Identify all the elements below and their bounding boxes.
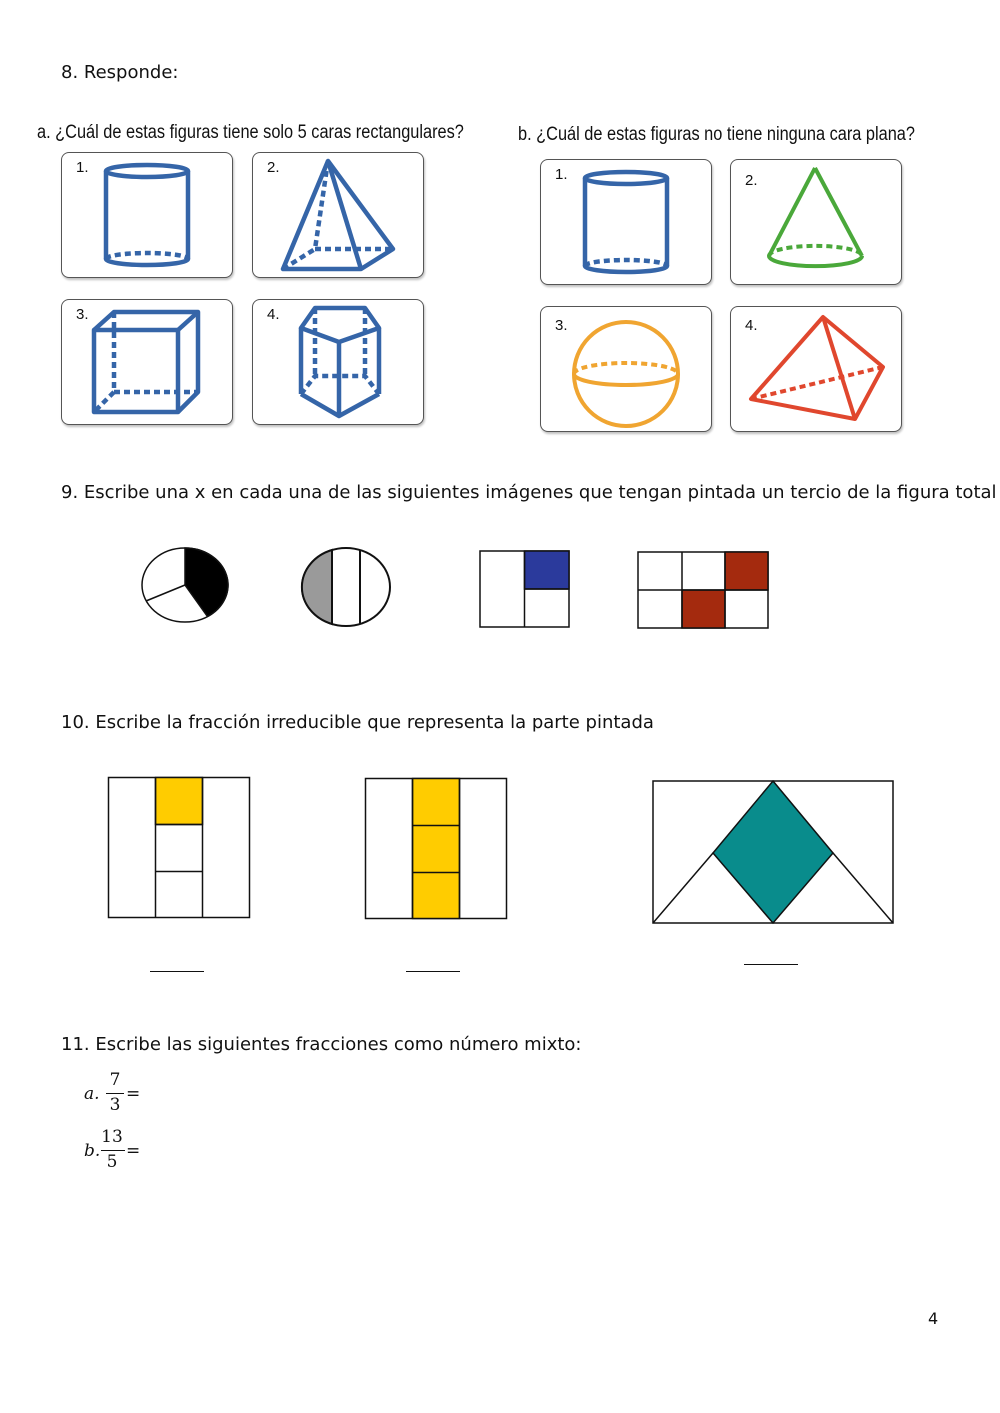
denominator: 3: [109, 1095, 121, 1115]
equals-sign: =: [126, 1084, 141, 1104]
option-number: 2.: [745, 172, 758, 189]
cylinder-icon: [541, 160, 711, 284]
option-number: 3.: [76, 306, 89, 323]
item-label: a.: [84, 1084, 100, 1104]
q10-figure-1: [107, 776, 252, 921]
q11-item-b: [82, 1127, 162, 1177]
q8b-option-3[interactable]: [540, 306, 712, 432]
pyramid-icon: [253, 153, 423, 277]
answer-blank-1[interactable]: [150, 971, 204, 972]
option-number: 2.: [267, 159, 280, 176]
option-number: 1.: [76, 159, 89, 176]
q8b-option-1[interactable]: [540, 159, 712, 285]
q8-title: 8. Responde:: [61, 62, 179, 83]
option-number: 4.: [745, 317, 758, 334]
numerator: 13: [101, 1127, 123, 1147]
q11-item-a: [82, 1070, 162, 1120]
answer-blank-3[interactable]: [744, 964, 798, 965]
q10-figure-3: [651, 779, 896, 927]
circle-halves-shape: [302, 548, 390, 626]
cylinder-icon: [62, 153, 232, 277]
cube-icon: [62, 300, 232, 424]
q8a-option-1[interactable]: [61, 152, 233, 278]
q11-title: 11. Escribe las siguientes fracciones como número mixto:: [61, 1034, 582, 1055]
numerator: 7: [109, 1070, 121, 1090]
answer-blank-2[interactable]: [406, 971, 460, 972]
option-number: 3.: [555, 317, 568, 334]
q10-figure-2: [364, 777, 509, 922]
q8b-option-2[interactable]: [730, 159, 902, 285]
q9-figure-2[interactable]: [298, 545, 396, 631]
q9-figure-1[interactable]: [138, 545, 233, 627]
q9-title: 9. Escribe una x en cada una de las siguientes imágenes que tengan pintada un tercio de la figura total: [61, 482, 997, 503]
grid-shape: [638, 552, 768, 628]
q8a-option-3[interactable]: [61, 299, 233, 425]
q8b-question: b. ¿Cuál de estas figuras no tiene ninguna cara plana?: [518, 124, 915, 145]
pentagonal-prism-icon: [253, 300, 423, 424]
item-label: b.: [84, 1141, 101, 1161]
page-number: 4: [928, 1309, 939, 1328]
square-quarters-shape: [480, 551, 569, 627]
q9-figure-3[interactable]: [479, 550, 571, 630]
option-number: 1.: [555, 166, 568, 183]
circle-thirds-shape: [142, 548, 228, 622]
sphere-icon: [541, 307, 711, 431]
q8a-option-2[interactable]: [252, 152, 424, 278]
cone-icon: [731, 160, 901, 284]
equals-sign: =: [126, 1141, 141, 1161]
q8b-option-4[interactable]: [730, 306, 902, 432]
q9-figure-4[interactable]: [637, 551, 771, 631]
q8a-option-4[interactable]: [252, 299, 424, 425]
denominator: 5: [106, 1152, 118, 1172]
q8a-question: a. ¿Cuál de estas figuras tiene solo 5 caras rectangulares?: [37, 122, 464, 143]
tetrahedron-icon: [731, 307, 901, 431]
q10-title: 10. Escribe la fracción irreducible que representa la parte pintada: [61, 712, 654, 733]
option-number: 4.: [267, 306, 280, 323]
